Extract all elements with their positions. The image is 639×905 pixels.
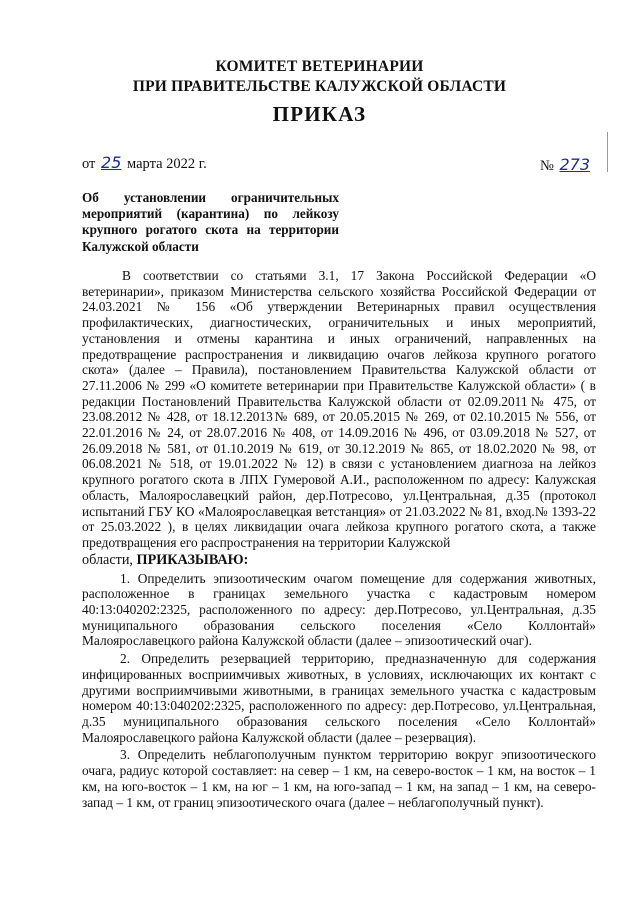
order-lead-word: области, [82,551,133,568]
number-handwritten: 273 [559,155,591,174]
order-date [82,153,207,173]
committee-subtitle: ПРИ ПРАВИТЕЛЬСТВЕ КАЛУЖСКОЙ ОБЛАСТИ [132,78,507,95]
preamble-paragraph: В соответствии со статьями 3.1, 17 Закона Российской Федерации «О ветеринарии», приказом Министерства сельского хозяйства Российской Федерации от 24.03.2021 № 156 «Об утверждении Ветеринарных правил осуществления профилактических, диагностических, ограничительных и иных мероприятий, установления и отмены карантина и иных ограничений, направленных на предотвращение распространения и ликвидацию очагов лейкоза крупного рогатого скота» (далее – Правила), постановлением Правительства Калужской области от 27.11.2006 № 299 «О комитете ветеринарии при Правительстве Калужской области» ( в редакции Постановлений Правительства Калужской области от 02.09.2011№ 475, от 23.08.2012 № 428, от 18.12.2013№ 689, от 20.05.2015 № 269, от 02.10.2015 № 556, от 22.01.2016 № 24, от 28.07.2016 № 408, от 14.09.2016 № 496, от 03.09.2018 № 527, от 26.09.2018 № 581, от 01.10.2019 № 619, от 30.12.2019 № 865, от 18.02.2020 № 98, от 06.08.2021 № 518, от 19.01.2022 № 12) в связи с установлением диагноза на лейкоз крупного рогатого скота в ЛПХ Гумеровой А.И., расположенном по адресу: Калужская область, Малоярославецкий район, дер.Потресово, ул.Центральная, д.35 (протокол испытаний ГБУ КО «Малоярославецкая ветстанция» от 21.03.2022 № 81, вход.№ 1393-22 от 25.03.2022 ), в целях ликвидации очага лейкоза крупного рогатого скота, а также предотвращения его распространения на территории Калужской [82,268,596,550]
order-item-1: 1. Определить эпизоотическим очагом помещение для содержания животных, расположенное в границах земельного участка с кадастровым номером 40:13:040202:2325, расположенного по адресу: дер.Потресово, ул.Центральная, д.35 муниципального образования сельского поселения «Село Коллонтай» Малоярославецкого района Калужской области (далее – эпизоотический очаг). [82,570,596,649]
order-keyword: ПРИКАЗЫВАЮ: [136,551,249,568]
committee-title: КОМИТЕТ ВЕТЕРИНАРИИ [215,58,424,75]
number-sign: № [540,158,554,174]
order-number [540,155,592,175]
order-body [82,268,596,810]
date-month-year: марта 2022 г. [127,156,207,172]
document-type-title: ПРИКАЗ [272,102,367,126]
order-subject: Об установлении ограничительных мероприятий (карантина) по лейкозу крупного рогатого скота на территории Калужской области [82,190,339,254]
order-item-2: 2. Определить резервацией территорию, предназначенную для содержания инфицированных восприимчивых животных, в условиях, исключающих их контакт с другими восприимчивыми животными, в границах земельного участка с кадастровым номером 40:13:040202:2325, расположенного по адресу: дер.Потресово, ул.Центральная, д.35 муниципального образования сельского поселения «Село Коллонтай» Малоярославецкого района Калужской области (далее – резервация). [82,651,596,745]
order-directive-line [82,551,596,569]
date-day-handwritten: 25 [101,153,122,172]
date-prefix: от [82,156,96,172]
order-item-3: 3. Определить неблагополучным пунктом территорию вокруг эпизоотического очага, радиус которой составляет: на север – 1 км, на северо-восток – 1 км, на восток – 1 км, на юго-восток – 1 км, на юг – 1 км, на юго-запад – 1 км, на запад – 1 км, на северо-запад – 1 км, от границ эпизоотического очага (далее – неблагополучный пункт). [82,747,596,810]
scan-margin-mark [607,132,608,172]
